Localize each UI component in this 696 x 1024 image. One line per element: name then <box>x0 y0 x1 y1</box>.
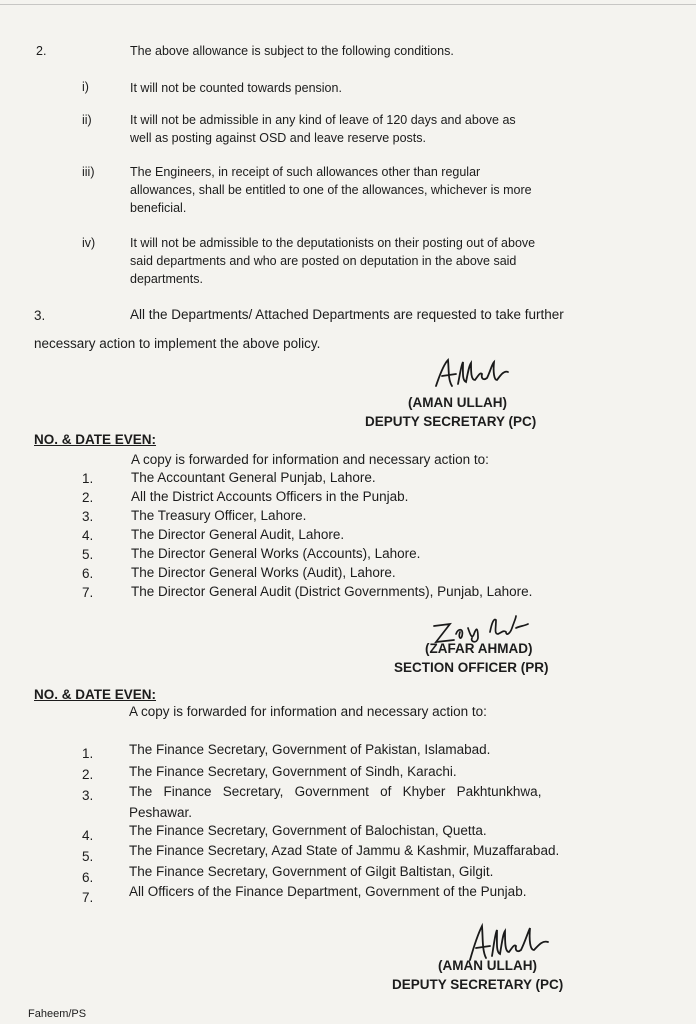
block1-item-number: 2. <box>82 490 94 505</box>
signature2-name: (ZAFAR AHMAD) <box>425 641 533 656</box>
condition-iv-line1: It will not be admissible to the deputationists on their posting out of above <box>130 236 536 250</box>
condition-ii-line2: well as posting against OSD and leave reserve posts. <box>130 131 426 145</box>
block1-item-number: 5. <box>82 547 94 562</box>
para3-number: 3. <box>34 308 46 323</box>
block1-item-number: 6. <box>82 566 94 581</box>
signature2-title: SECTION OFFICER (PR) <box>394 660 549 675</box>
block2-item-number: 7. <box>82 890 94 905</box>
block2-item-number: 3. <box>82 788 94 803</box>
block2-item-text: The Finance Secretary, Government of Sindh, Karachi. <box>129 764 457 779</box>
condition-iv-number: iv) <box>82 236 96 250</box>
block2-item-text: The Finance Secretary, Azad State of Jammu & Kashmir, Muzaffarabad. <box>129 843 560 858</box>
para3-line2: necessary action to implement the above policy. <box>34 336 321 351</box>
page-edge-line <box>0 4 696 5</box>
block2-intro: A copy is forwarded for information and necessary action to: <box>129 704 487 719</box>
condition-iii-number: iii) <box>82 165 95 179</box>
signature1-name: (AMAN ULLAH) <box>408 395 507 410</box>
condition-iv-line2: said departments and who are posted on deputation in the above said <box>130 254 517 268</box>
para2-text: The above allowance is subject to the following conditions. <box>130 44 454 58</box>
para2-number: 2. <box>36 44 47 58</box>
block2-item-text: The Finance Secretary, Government of Khyber Pakhtunkhwa, <box>129 784 542 799</box>
signature3-title: DEPUTY SECRETARY (PC) <box>392 977 564 992</box>
condition-i-number: i) <box>82 80 89 94</box>
block2-item-number: 6. <box>82 870 94 885</box>
condition-iv-line3: departments. <box>130 272 203 286</box>
signature-aman-ullah-1 <box>430 356 530 392</box>
block1-item-text: The Director General Audit (District Governments), Punjab, Lahore. <box>131 584 533 599</box>
block1-item-text: All the District Accounts Officers in the Punjab. <box>131 489 409 504</box>
block2-item-text: The Finance Secretary, Government of Balochistan, Quetta. <box>129 823 487 838</box>
block1-item-text: The Treasury Officer, Lahore. <box>131 508 307 523</box>
signature1-title: DEPUTY SECRETARY (PC) <box>365 414 537 429</box>
block1-item-number: 4. <box>82 528 94 543</box>
block1-item-number: 1. <box>82 471 94 486</box>
condition-iii-line2: allowances, shall be entitled to one of the allowances, whichever is more <box>130 183 532 197</box>
block1-intro: A copy is forwarded for information and necessary action to: <box>131 452 489 467</box>
block1-item-text: The Director General Audit, Lahore. <box>131 527 345 542</box>
condition-ii-number: ii) <box>82 113 92 127</box>
block2-item-number: 4. <box>82 828 94 843</box>
block1-item-number: 7. <box>82 585 94 600</box>
block1-heading: NO. & DATE EVEN: <box>34 432 157 447</box>
condition-iii-line1: The Engineers, in receipt of such allowances other than regular <box>130 165 481 179</box>
block1-item-text: The Accountant General Punjab, Lahore. <box>131 470 376 485</box>
block2-item-text: All Officers of the Finance Department, Government of the Punjab. <box>129 884 527 899</box>
block2-item-text-cont: Peshawar. <box>129 805 193 820</box>
block2-item-number: 5. <box>82 849 94 864</box>
para3-line1: All the Departments/ Attached Departments are requested to take further <box>130 307 564 322</box>
block1-item-text: The Director General Works (Audit), Lahore. <box>131 565 396 580</box>
condition-iii-line3: beneficial. <box>130 201 187 215</box>
block2-item-number: 2. <box>82 767 94 782</box>
block1-item-text: The Director General Works (Accounts), Lahore. <box>131 546 421 561</box>
block2-item-text: The Finance Secretary, Government of Gilgit Baltistan, Gilgit. <box>129 864 494 879</box>
condition-ii-line1: It will not be admissible in any kind of leave of 120 days and above as <box>130 113 516 127</box>
block2-item-text: The Finance Secretary, Government of Pakistan, Islamabad. <box>129 742 491 757</box>
signature3-name: (AMAN ULLAH) <box>438 958 537 973</box>
block1-item-number: 3. <box>82 509 94 524</box>
condition-i-text: It will not be counted towards pension. <box>130 81 342 95</box>
footer-initials: Faheem/PS <box>28 1008 87 1020</box>
block2-heading: NO. & DATE EVEN: <box>34 687 157 702</box>
block2-item-number: 1. <box>82 746 94 761</box>
